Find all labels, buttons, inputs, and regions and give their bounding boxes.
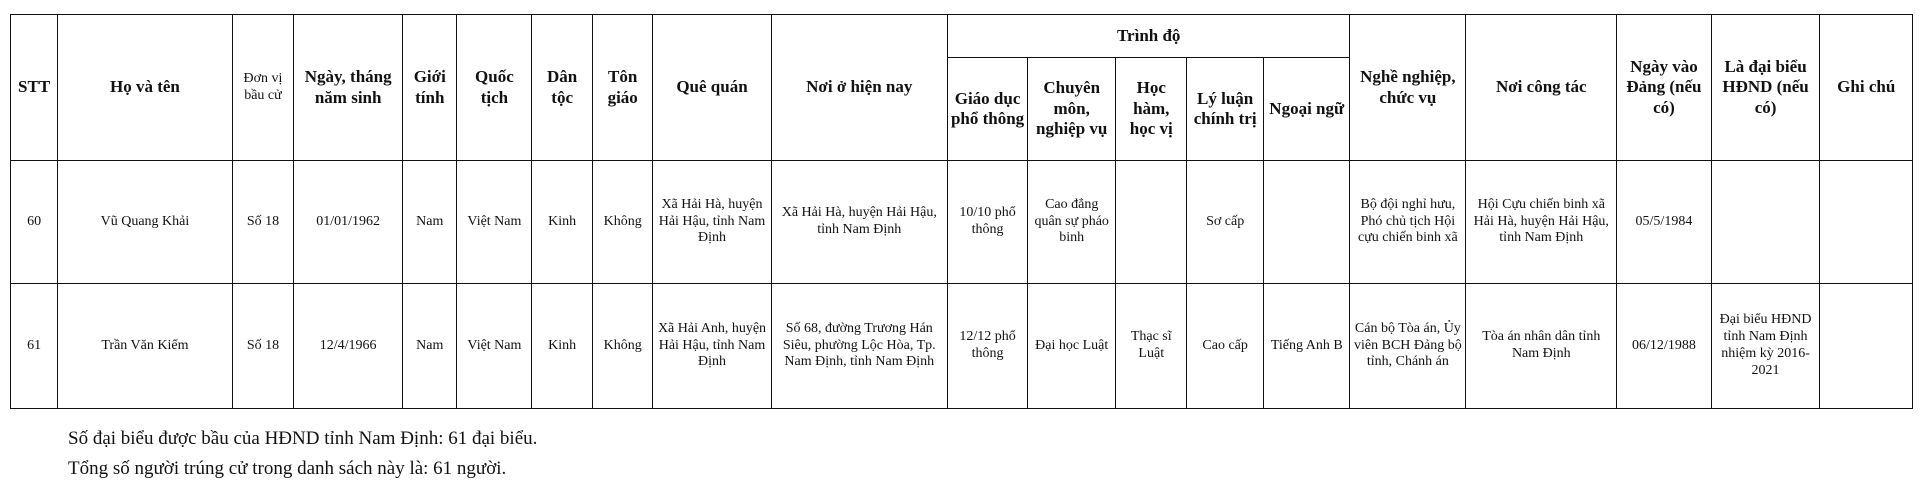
cell-political: Cao cấp [1187,284,1264,409]
cell-occupation: Bộ đội nghỉ hưu, Phó chủ tịch Hội cựu chiến binh xã [1350,161,1466,284]
cell-general-edu: 10/10 phổ thông [948,161,1028,284]
cell-religion: Không [592,161,653,284]
header-education-group: Trình độ [948,15,1350,58]
header-religion: Tôn giáo [592,15,653,161]
cell-delegate [1711,161,1820,284]
cell-political: Sơ cấp [1187,161,1264,284]
table-row [11,284,1913,409]
cell-unit: Số 18 [232,161,294,284]
note-elected-count: Tổng số người trúng cử trong danh sách này là: 61 người. [68,458,507,479]
header-ethnicity: Dân tộc [532,15,593,161]
cell-general-edu: 12/12 phổ thông [948,284,1028,409]
cell-name: Trần Văn Kiểm [58,284,232,409]
header-language: Ngoại ngữ [1264,58,1350,161]
header-gender: Giới tính [403,15,457,161]
cell-note [1820,284,1913,409]
cell-dob: 01/01/1962 [294,161,403,284]
header-residence: Nơi ở hiện nay [771,15,948,161]
header-delegate: Là đại biểu HĐND (nếu có) [1711,15,1820,161]
cell-party-date: 06/12/1988 [1617,284,1711,409]
header-stt: STT [11,15,58,161]
header-hometown: Quê quán [653,15,771,161]
cell-occupation: Cán bộ Tòa án, Ủy viên BCH Đảng bộ tỉnh, Chánh án [1350,284,1466,409]
cell-academic: Thạc sĩ Luật [1116,284,1187,409]
cell-note [1820,161,1913,284]
cell-stt: 61 [11,284,58,409]
cell-workplace: Hội Cựu chiến binh xã Hải Hà, huyện Hải Hậu, tỉnh Nam Định [1466,161,1617,284]
cell-party-date: 05/5/1984 [1617,161,1711,284]
header-workplace: Nơi công tác [1466,15,1617,161]
cell-ethnicity: Kinh [532,284,593,409]
cell-delegate: Đại biểu HĐND tỉnh Nam Định nhiệm kỳ 2016-2021 [1711,284,1820,409]
header-occupation: Nghề nghiệp, chức vụ [1350,15,1466,161]
header-note: Ghi chú [1820,15,1913,161]
note-delegate-count: Số đại biểu được bầu của HĐND tỉnh Nam Định: 61 đại biểu. [68,428,538,449]
table-row [11,161,1913,284]
cell-gender: Nam [403,161,457,284]
cell-name: Vũ Quang Khải [58,161,232,284]
cell-specialty: Đại học Luật [1028,284,1116,409]
cell-language: Tiếng Anh B [1264,284,1350,409]
header-political: Lý luận chính trị [1187,58,1264,161]
cell-residence: Xã Hải Hà, huyện Hải Hậu, tỉnh Nam Định [771,161,948,284]
header-row-1 [11,15,1913,58]
cell-workplace: Tòa án nhân dân tỉnh Nam Định [1466,284,1617,409]
cell-nationality: Việt Nam [457,284,532,409]
header-nationality: Quốc tịch [457,15,532,161]
cell-ethnicity: Kinh [532,161,593,284]
cell-hometown: Xã Hải Anh, huyện Hải Hậu, tỉnh Nam Định [653,284,771,409]
header-unit: Đơn vị bầu cử [232,15,294,161]
header-name: Họ và tên [58,15,232,161]
cell-academic [1116,161,1187,284]
cell-unit: Số 18 [232,284,294,409]
header-dob: Ngày, tháng năm sinh [294,15,403,161]
election-results-table [10,14,1913,409]
summary-notes [68,424,537,484]
cell-residence: Số 68, đường Trương Hán Siêu, phường Lộc Hòa, Tp. Nam Định, tỉnh Nam Định [771,284,948,409]
cell-religion: Không [592,284,653,409]
cell-specialty: Cao đẳng quân sự pháo binh [1028,161,1116,284]
cell-language [1264,161,1350,284]
cell-nationality: Việt Nam [457,161,532,284]
header-specialty: Chuyên môn, nghiệp vụ [1028,58,1116,161]
header-general-edu: Giáo dục phổ thông [948,58,1028,161]
header-academic: Học hàm, học vị [1116,58,1187,161]
cell-stt: 60 [11,161,58,284]
cell-gender: Nam [403,284,457,409]
cell-dob: 12/4/1966 [294,284,403,409]
cell-hometown: Xã Hải Hà, huyện Hải Hậu, tỉnh Nam Định [653,161,771,284]
header-party-date: Ngày vào Đảng (nếu có) [1617,15,1711,161]
